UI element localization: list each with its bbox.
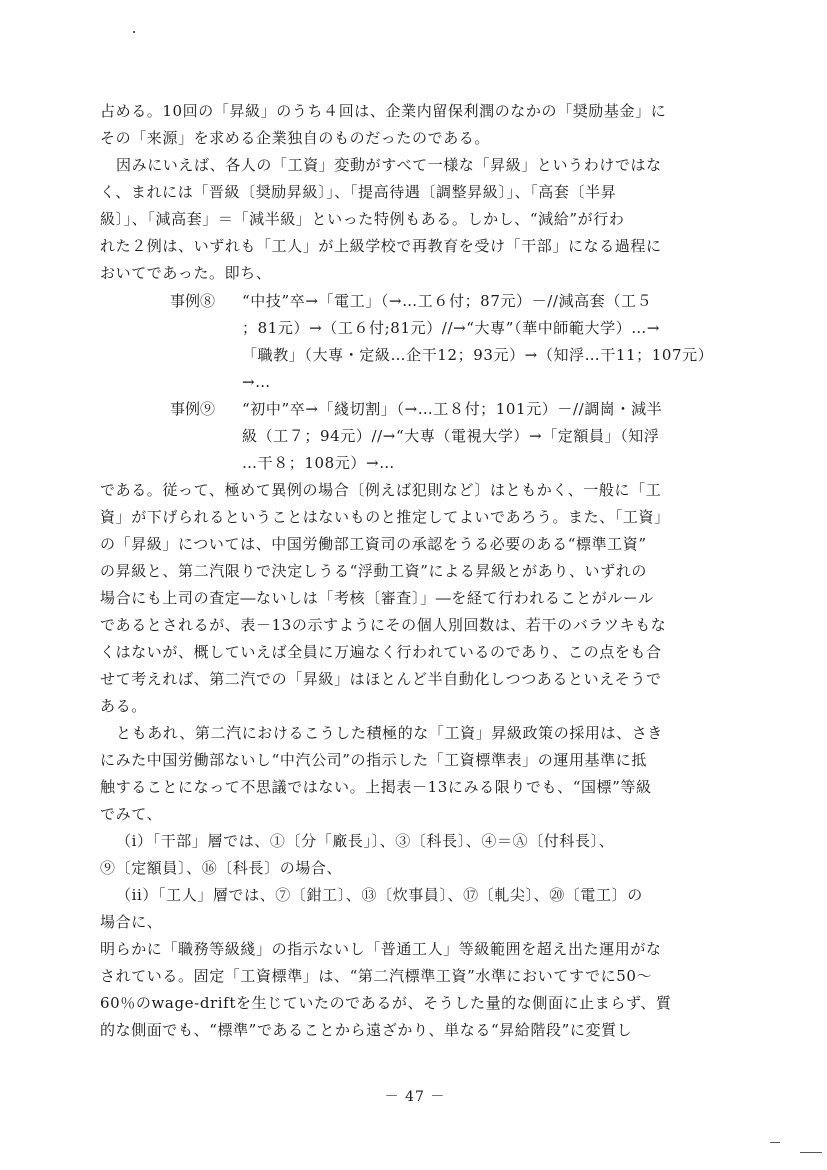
text-line: の昇級と、第二汽限りで決定しうる“浮動工資”による昇級とがあり、いずれの	[100, 562, 647, 580]
text-line: 場合に、	[100, 913, 163, 931]
scan-edge-mark	[770, 1142, 780, 1143]
text-line: ⑨〔定額員〕、⑯〔科長〕の場合、	[100, 859, 343, 877]
example-line: 級（工７；94元）//→“大専（電視大学）→「定額員」（知浮	[242, 427, 660, 445]
text-line: れた２例は、いずれも「工人」が上級学校で再教育を受け「干部」になる過程に	[100, 237, 662, 255]
text-line: 資」が下げられるということはないものと推定してよいであろう。また、「工資」	[100, 508, 670, 526]
text-line: 的な側面でも、“標準”であることから遠ざかり、単なる“昇給階段”に変質し	[100, 1021, 633, 1039]
text-line: であるとされるが、表－13の示すようにその個人別回数は、若干のバラツキもな	[100, 616, 667, 634]
text-line: 60％のwage-driftを生じていたのであるが、そうした量的な側面に止まらず、質	[100, 994, 672, 1012]
text-line: （i）「干部」層では、①〔分「廠長」〕、③〔科長〕、④＝Ⓐ〔付科長〕、	[116, 832, 615, 850]
text-line: ともあれ、第二汽におけるこうした積極的な「工資」昇級政策の採用は、さき	[116, 724, 663, 742]
scan-speck	[133, 31, 135, 33]
page-number: － 47 －	[384, 1089, 446, 1105]
text-line: おいてであった。即ち、	[100, 264, 272, 282]
example-label: 事例⑨	[170, 400, 216, 418]
scan-edge-mark	[800, 1152, 822, 1153]
text-line: の「昇級」については、中国労働部工資司の承認をうる必要のある“標準工資”	[100, 535, 647, 553]
text-line: 場合にも上司の査定―ないしは「考核〔審査〕」―を経て行われることがルール	[100, 589, 654, 607]
text-line: 級〕」、「減高套」＝「減半級」といった特例もある。しかし、“減給”が行わ	[100, 210, 625, 228]
example-line: 「職教」（大専・定級…企干12；93元）→（知浮…干11；107元）	[242, 346, 714, 364]
text-line: 因みにいえば、各人の「工資」変動がすべて一様な「昇級」というわけではな	[116, 156, 662, 174]
example-line: …干８；108元）→…	[242, 454, 395, 472]
text-line: ある。	[100, 697, 147, 715]
example-line: ；81元）→（工６付;81元）//→“大専”（華中師範大学）…→	[242, 319, 661, 337]
example-line: “中技”卒→「電工」（→…工６付；87元）－//減高套（工５	[242, 292, 653, 310]
example-line: →…	[242, 373, 271, 391]
text-line: せて考えれば、第二汽での「昇級」はほとんど半自動化しつつあるといえそうで	[100, 670, 662, 688]
text-line: く、まれには「晋級〔奨励昇級〕」、「提高待遇〔調整昇級〕」、「高套〔半昇	[100, 183, 617, 201]
text-line: である。従って、極めて異例の場合〔例えば犯則など〕はともかく、一般に「工	[100, 481, 662, 499]
text-line: その「来源」を求める企業独自のものだったのである。	[100, 129, 491, 147]
example-line: “初中”卒→「綫切割」（→…工８付；101元）－//調崗・減半	[242, 400, 663, 418]
text-line: くはないが、概していえば全員に万遍なく行われているのであり、この点をも合	[100, 643, 662, 661]
text-line: されている。固定「工資標準」は、“第二汽標準工資”水準においてすでに50～	[100, 967, 653, 985]
example-label: 事例⑧	[170, 292, 216, 310]
text-line: 明らかに「職務等級綫」の指示ないし「普通工人」等級範囲を超え出た運用がな	[100, 940, 662, 958]
text-line: 触することになって不思議ではない。上掲表－13にみる限りでも、“国標”等級	[100, 778, 652, 796]
text-line: にみた中国労働部ないし“中汽公司”の指示した「工資標準表」の運用基準に抵	[100, 751, 647, 769]
text-line: （ii）「工人」層では、⑦〔鉗工〕、⑬〔炊事員〕、⑰〔軋尖〕、⑳〔電工〕の	[116, 886, 643, 904]
text-line: 占める。10回の「昇級」のうち４回は、企業内留保利潤のなかの「奨励基金」に	[100, 102, 667, 120]
text-line: でみて、	[100, 805, 163, 823]
